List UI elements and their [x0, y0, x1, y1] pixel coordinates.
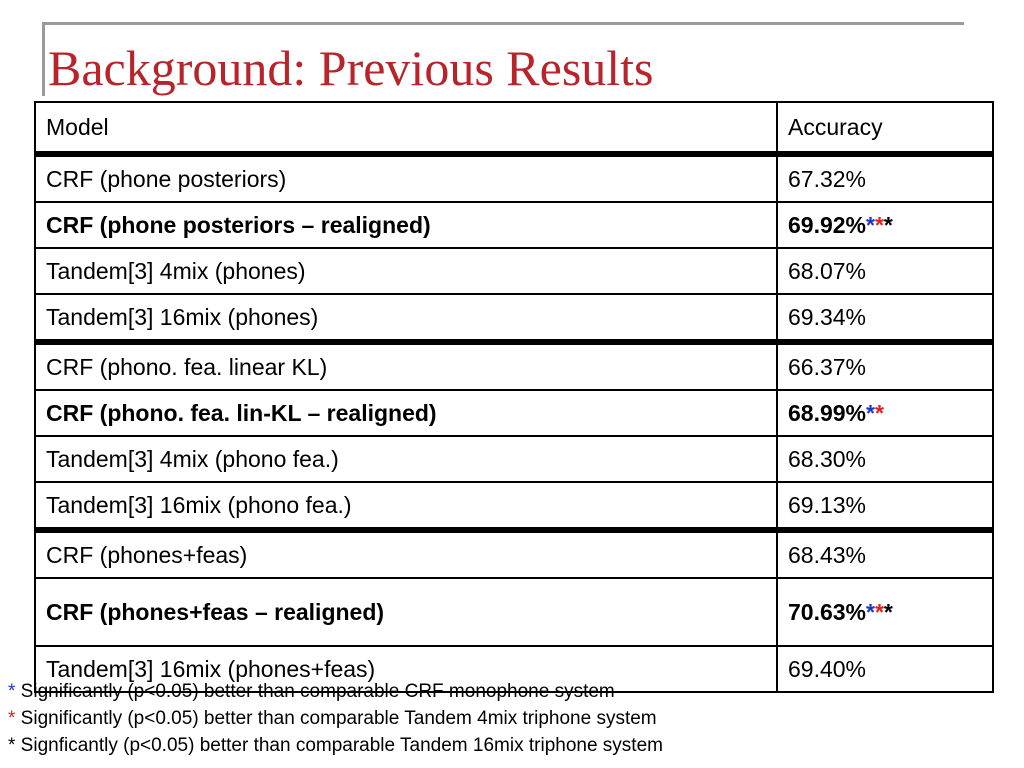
significance-star-crf: *	[866, 399, 875, 426]
header-model: Model	[35, 102, 777, 154]
model-cell: Tandem[3] 16mix (phones+feas)	[35, 646, 777, 692]
footnote-tandem-16mix	[8, 732, 663, 759]
header-accuracy: Accuracy	[777, 102, 993, 154]
title-decoration-top-rule	[42, 22, 964, 25]
footnote-text: Signficantly (p<0.05) better than comparable Tandem 16mix triphone system	[15, 735, 663, 756]
slide-title: Background: Previous Results	[48, 40, 654, 96]
accuracy-cell: 69.40%	[777, 646, 993, 692]
table-row	[35, 530, 993, 578]
significance-star-tandem4: *	[874, 399, 884, 426]
model-cell: CRF (phones+feas – realigned)	[35, 578, 777, 646]
accuracy-cell	[777, 390, 993, 436]
significance-star-crf: *	[866, 598, 875, 625]
model-cell: Tandem[3] 16mix (phones)	[35, 294, 777, 342]
model-cell: CRF (phones+feas)	[35, 530, 777, 578]
footnote-star-blue: *	[8, 681, 16, 702]
accuracy-value: 68.99%	[788, 399, 867, 426]
footnote-star-red: *	[8, 708, 16, 729]
accuracy-cell	[777, 578, 993, 646]
model-cell: Tandem[3] 16mix (phono fea.)	[35, 482, 777, 530]
accuracy-value: 69.92%	[788, 211, 867, 238]
accuracy-cell: 68.43%	[777, 530, 993, 578]
model-cell: CRF (phono. fea. lin-KL – realigned)	[35, 390, 777, 436]
significance-star-tandem16: *	[883, 598, 893, 625]
accuracy-cell: 68.30%	[777, 436, 993, 482]
footnote-text: Significantly (p<0.05) better than comparable CRF monophone system	[15, 681, 615, 702]
table-row	[35, 248, 993, 294]
accuracy-cell	[777, 202, 993, 248]
footnote-tandem-4mix	[8, 705, 663, 732]
footnote-crf-monophone	[8, 678, 663, 705]
table-row	[35, 294, 993, 342]
model-cell: CRF (phone posteriors – realigned)	[35, 202, 777, 248]
table-row	[35, 578, 993, 646]
footnote-text: Significantly (p<0.05) better than comparable Tandem 4mix triphone system	[15, 708, 657, 729]
significance-star-tandem16: *	[883, 211, 893, 238]
title-decoration-left-rule	[42, 22, 45, 96]
accuracy-cell: 66.37%	[777, 342, 993, 390]
significance-star-tandem4: *	[874, 598, 884, 625]
table-row	[35, 482, 993, 530]
footnotes	[8, 678, 663, 759]
significance-star-crf: *	[866, 211, 875, 238]
table-header-row	[35, 102, 993, 154]
model-cell: CRF (phono. fea. linear KL)	[35, 342, 777, 390]
table-row	[35, 390, 993, 436]
accuracy-cell: 69.13%	[777, 482, 993, 530]
table-row	[35, 154, 993, 202]
accuracy-cell: 67.32%	[777, 154, 993, 202]
accuracy-cell: 68.07%	[777, 248, 993, 294]
significance-star-tandem4: *	[874, 211, 884, 238]
model-cell: CRF (phone posteriors)	[35, 154, 777, 202]
footnote-star-black: *	[8, 735, 16, 756]
table-row	[35, 342, 993, 390]
model-cell: Tandem[3] 4mix (phono fea.)	[35, 436, 777, 482]
accuracy-value: 70.63%	[788, 598, 867, 625]
table-row	[35, 436, 993, 482]
results-table	[34, 101, 994, 693]
model-cell: Tandem[3] 4mix (phones)	[35, 248, 777, 294]
accuracy-cell: 69.34%	[777, 294, 993, 342]
table-row	[35, 202, 993, 248]
